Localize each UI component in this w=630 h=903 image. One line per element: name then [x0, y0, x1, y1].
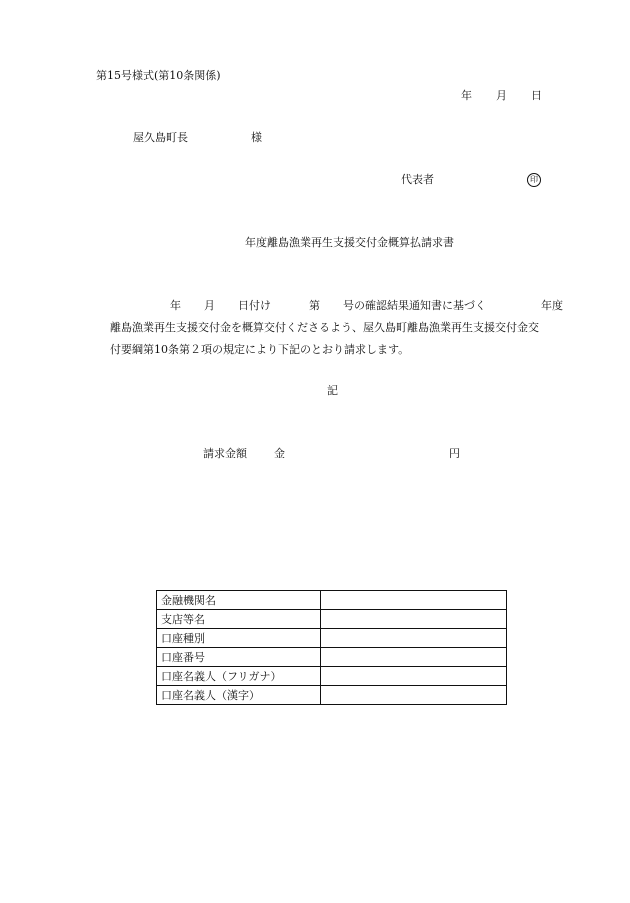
account-number-label: 口座番号 — [157, 648, 321, 667]
form-number: 第15号様式(第10条関係) — [96, 69, 221, 82]
claim-yen: 円 — [449, 447, 460, 460]
bank-account-table — [156, 590, 507, 705]
account-number-value — [321, 648, 507, 667]
table-row — [157, 629, 507, 648]
table-row — [157, 591, 507, 610]
seal-icon: 印 — [527, 173, 541, 187]
body-num-suffix: 号の確認結果通知書に基づく — [343, 299, 486, 312]
date-year: 年 — [461, 89, 472, 102]
account-type-label: 口座種別 — [157, 629, 321, 648]
body-fiscal-year: 年度 — [541, 299, 563, 312]
ki-mark: 記 — [327, 384, 338, 397]
body-year: 年 — [170, 299, 181, 312]
bank-name-value — [321, 591, 507, 610]
bank-name-label: 金融機関名 — [157, 591, 321, 610]
account-type-value — [321, 629, 507, 648]
account-holder-kana-value — [321, 667, 507, 686]
claim-label: 請求金額 — [203, 447, 247, 460]
seal-mark — [527, 173, 541, 187]
addressee-name: 屋久島町長 — [133, 131, 188, 144]
body-line-2: 離島漁業再生支援交付金を概算交付くださるよう、屋久島町離島漁業再生支援交付金交 — [110, 321, 539, 334]
body-month: 月 — [204, 299, 215, 312]
representative-label: 代表者 — [401, 173, 434, 186]
branch-name-label: 支店等名 — [157, 610, 321, 629]
body-day-ref: 日付け — [238, 299, 271, 312]
account-holder-kana-label: 口座名義人（フリガナ） — [157, 667, 321, 686]
branch-name-value — [321, 610, 507, 629]
body-line-3: 付要綱第10条第２項の規定により下記のとおり請求します。 — [110, 343, 410, 356]
date-day: 日 — [531, 89, 542, 102]
table-row — [157, 667, 507, 686]
table-row — [157, 648, 507, 667]
account-holder-kanji-value — [321, 686, 507, 705]
table-row — [157, 610, 507, 629]
body-num-prefix: 第 — [309, 299, 320, 312]
claim-kin: 金 — [274, 447, 285, 460]
account-holder-kanji-label: 口座名義人（漢字） — [157, 686, 321, 705]
date-month: 月 — [496, 89, 507, 102]
table-row — [157, 686, 507, 705]
addressee-honorific: 様 — [251, 131, 262, 144]
document-title: 年度離島漁業再生支援交付金概算払請求書 — [245, 236, 454, 249]
